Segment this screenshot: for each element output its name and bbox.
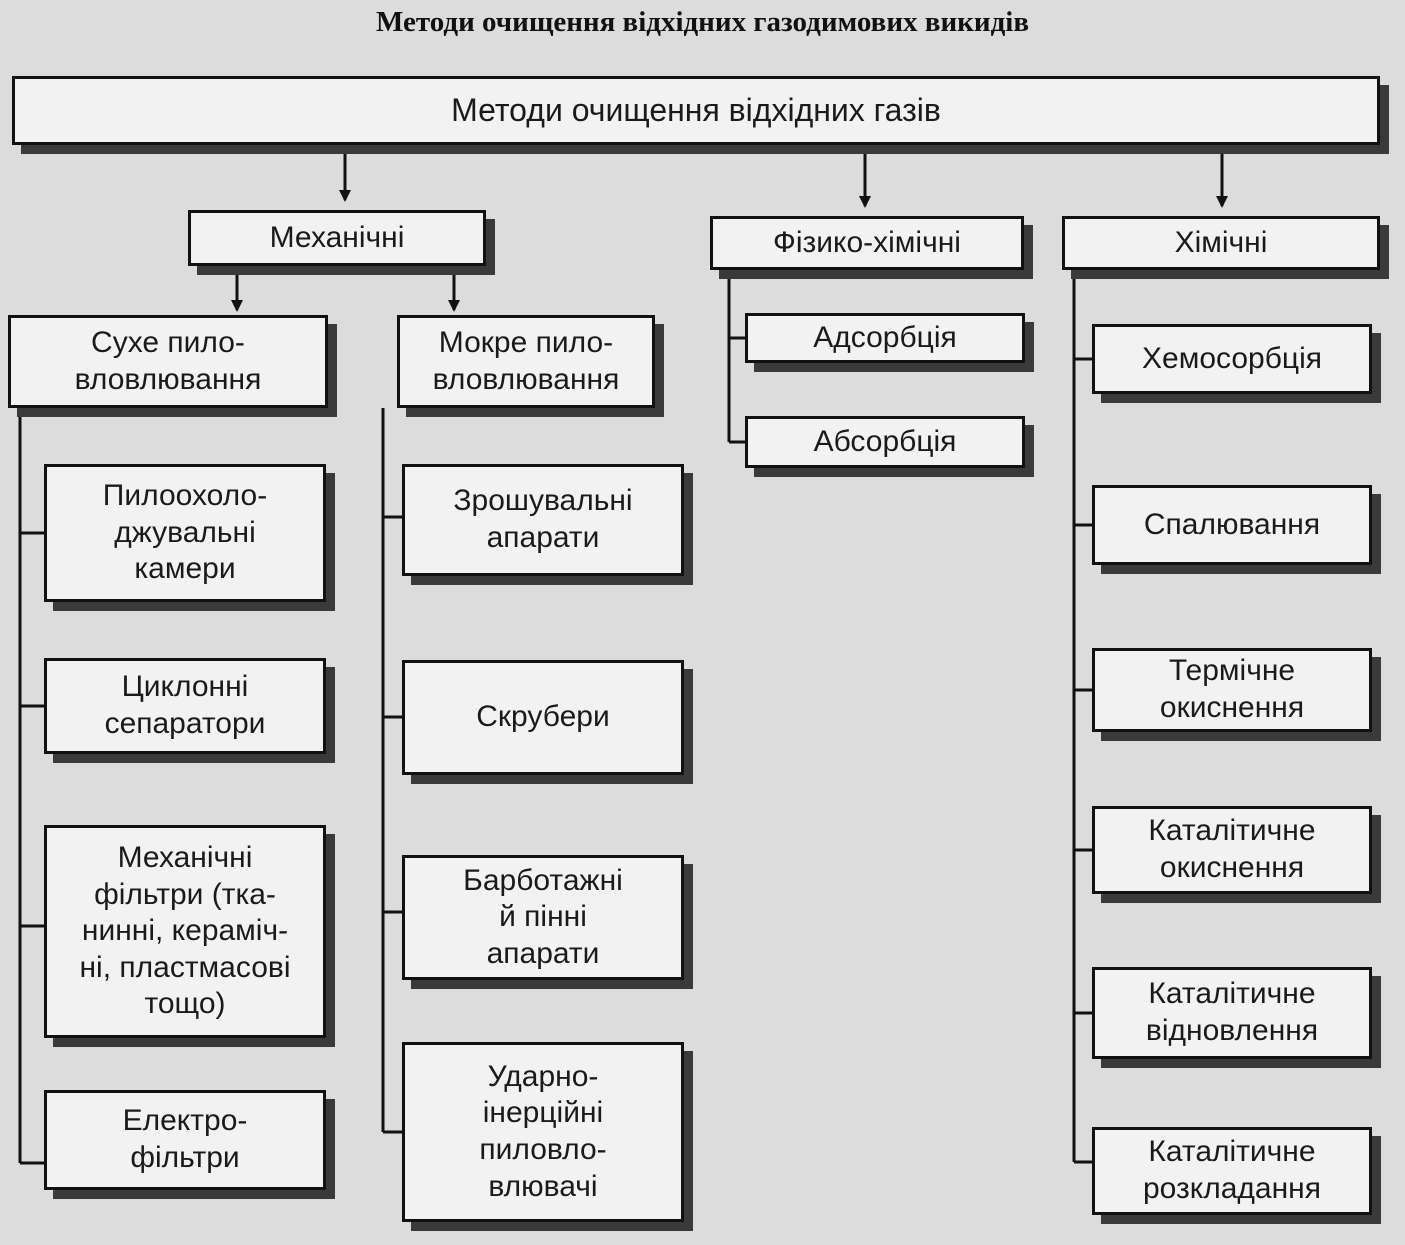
chemical-item-chemisorption — [1092, 324, 1372, 394]
dry-item-mechanical-filters — [44, 825, 326, 1038]
physchem-item-adsorption — [745, 313, 1025, 363]
chemical-item-catalytic-decomposition — [1092, 1127, 1372, 1215]
wet-item-label: Ударно- інерційні пиловло- влювачі — [479, 1059, 607, 1203]
physchem-item-label: Адсорбція — [813, 320, 957, 354]
chemical-item-label: Термічне окиснення — [1159, 654, 1305, 724]
category-chemical — [1062, 216, 1380, 270]
wet-item-label: Скрубери — [476, 700, 610, 734]
wet-item-irrigation-apparatus — [402, 464, 684, 576]
wet-item-label: Барботажні й пінні апарати — [463, 863, 623, 970]
category-mechanical — [188, 210, 486, 266]
dry-item-cyclone-separators — [44, 658, 326, 754]
dry-item-label: Механічні фільтри (тка- нинні, кераміч- ні, пластмасові тощо) — [79, 841, 291, 1021]
wet-item-impact-inertial-collectors — [402, 1042, 684, 1222]
dry-item-label: Циклонні сепаратори — [104, 670, 266, 740]
wet-dedusting-label: Мокре пило- вловлювання — [432, 325, 620, 396]
chemical-item-catalytic-oxidation — [1092, 806, 1372, 894]
root-label: Методи очищення відхідних газів — [451, 91, 941, 128]
dry-item-label: Пилоохоло- джувальні камери — [102, 479, 268, 586]
wet-item-scrubbers — [402, 660, 684, 775]
dry-item-label: Електро- фільтри — [122, 1104, 248, 1174]
physchem-item-absorption — [745, 416, 1025, 468]
root-box — [12, 76, 1380, 145]
page-title: Методи очищення відхідних газодимових викидів — [376, 6, 1029, 38]
category-chemical-label: Хімічні — [1174, 225, 1268, 259]
chemical-item-label: Каталітичне окиснення — [1148, 814, 1316, 884]
chemical-item-label: Каталітичне розкладання — [1142, 1135, 1321, 1205]
chemical-item-combustion — [1092, 485, 1372, 565]
category-physchem — [710, 216, 1024, 270]
wet-item-bubbling-foam-apparatus — [402, 855, 684, 980]
dry-item-dust-settling-chambers — [44, 464, 326, 602]
chemical-item-label: Спалювання — [1143, 507, 1321, 541]
physchem-item-label: Абсорбція — [813, 424, 957, 458]
dry-dedusting-label: Сухе пило- вловлювання — [74, 325, 262, 396]
category-physchem-label: Фізико-хімічні — [773, 225, 961, 259]
wet-item-label: Зрошувальні апарати — [453, 484, 633, 554]
category-mechanical-label: Механічні — [269, 220, 405, 254]
wet-dedusting — [397, 315, 655, 408]
chemical-item-label: Каталітичне відновлення — [1145, 977, 1319, 1047]
chemical-item-catalytic-reduction — [1092, 967, 1372, 1059]
dry-dedusting — [8, 315, 328, 408]
chemical-item-thermal-oxidation — [1092, 648, 1372, 732]
chemical-item-label: Хемосорбція — [1142, 341, 1322, 375]
dry-item-electrofilters — [44, 1090, 326, 1190]
